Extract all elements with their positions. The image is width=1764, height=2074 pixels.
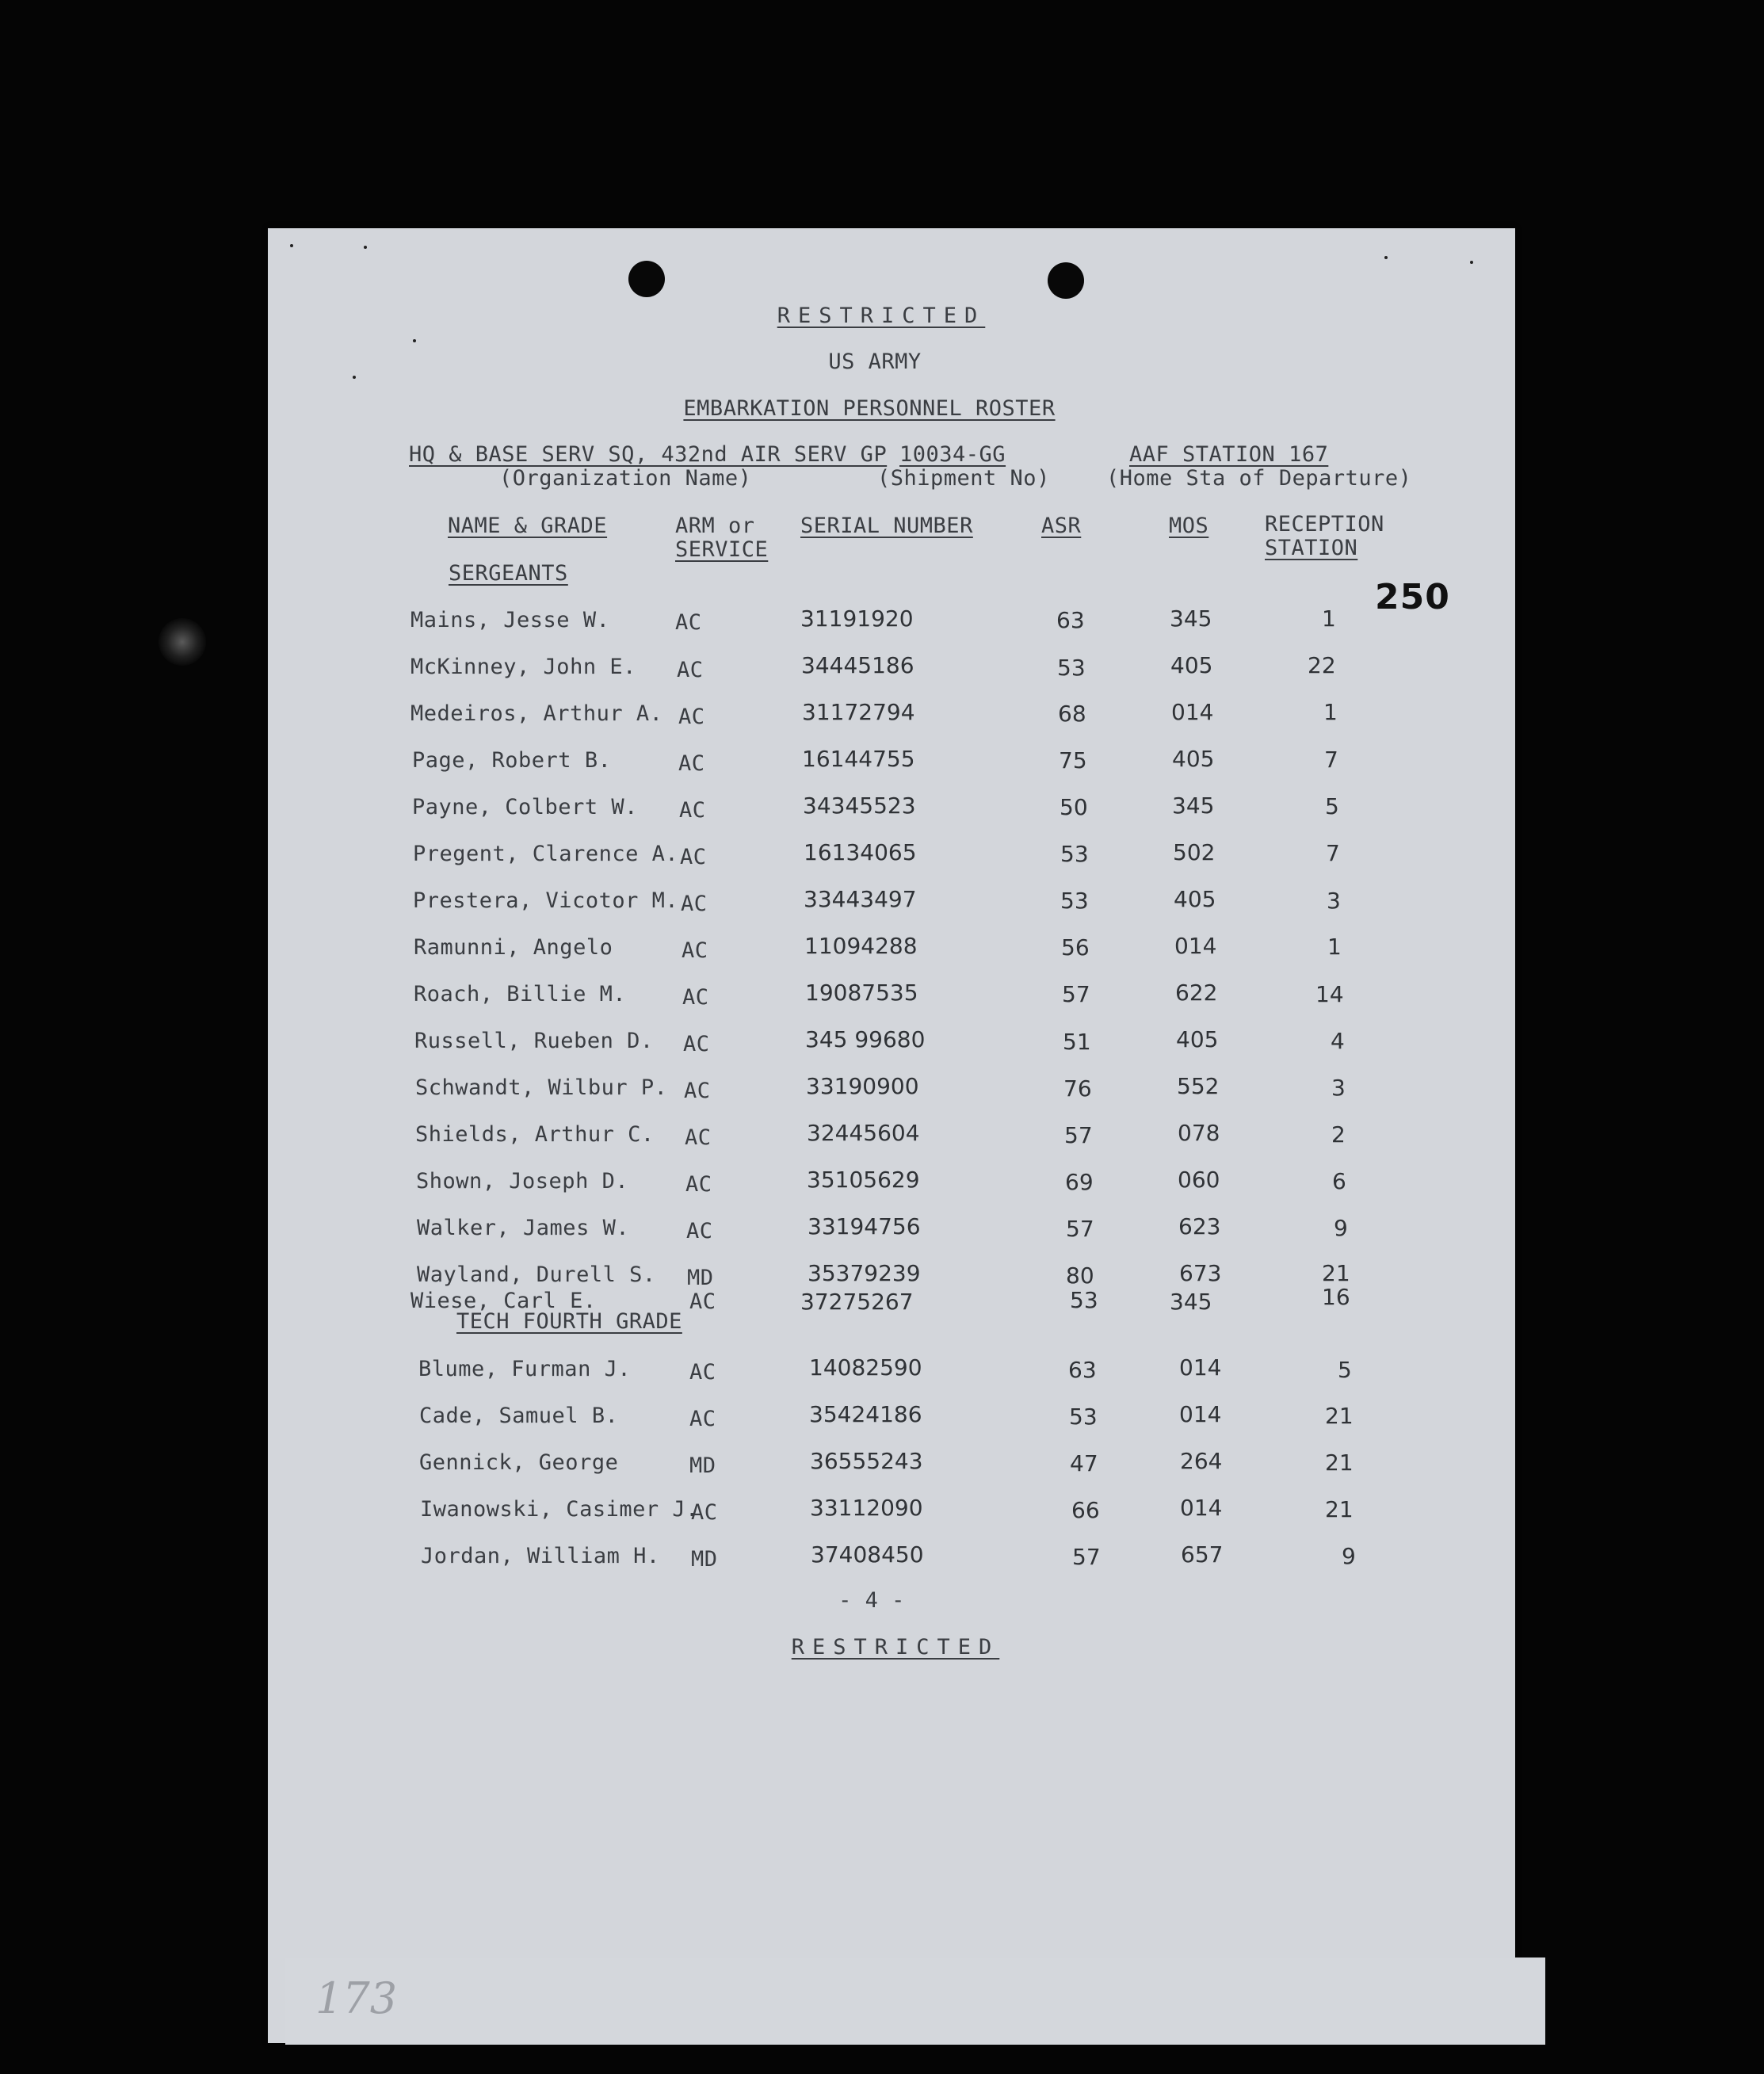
cell-asr: 53: [1060, 841, 1089, 867]
cell-serial: 11094288: [804, 933, 918, 959]
page-number: - 4 -: [838, 1588, 905, 1613]
cell-mos: 405: [1170, 652, 1213, 678]
cell-arm: AC: [682, 938, 708, 963]
speck: [364, 246, 367, 249]
organization-name: HQ & BASE SERV SQ, 432nd AIR SERV GP: [409, 442, 888, 467]
cell-reception-station: 2: [1331, 1121, 1346, 1148]
cell-arm: AC: [682, 985, 709, 1010]
cell-name: Wiese, Carl E.: [410, 1289, 597, 1313]
cell-asr: 57: [1064, 1122, 1093, 1148]
cell-mos: 264: [1180, 1448, 1223, 1474]
cell-asr: 53: [1069, 1404, 1098, 1430]
cell-name: Prestera, Vicotor M.: [413, 888, 679, 913]
cell-reception-station: 3: [1331, 1075, 1346, 1101]
speck: [290, 244, 293, 247]
cell-mos: 014: [1171, 699, 1214, 725]
cell-reception-station: 9: [1334, 1215, 1348, 1241]
speck: [1470, 261, 1473, 264]
cell-asr: 75: [1059, 747, 1087, 773]
cell-arm: AC: [691, 1500, 718, 1525]
cell-asr: 53: [1070, 1287, 1098, 1313]
speck: [353, 376, 356, 379]
cell-name: Jordan, William H.: [421, 1544, 660, 1568]
cell-mos: 014: [1180, 1495, 1223, 1521]
cell-asr: 57: [1062, 981, 1090, 1007]
cell-serial: 33112090: [810, 1495, 923, 1521]
cell-reception-station: 5: [1338, 1357, 1352, 1383]
cell-name: Walker, James W.: [417, 1216, 630, 1240]
cell-mos: 673: [1179, 1260, 1222, 1286]
film-artifact: [158, 618, 206, 666]
cell-reception-station: 21: [1322, 1260, 1350, 1286]
home-station-caption: (Home Sta of Departure): [1106, 466, 1412, 491]
cell-serial: 35379239: [808, 1260, 921, 1286]
cell-serial: 33190900: [806, 1073, 919, 1099]
cell-asr: 47: [1070, 1450, 1098, 1476]
cell-asr: 50: [1060, 794, 1088, 820]
cell-asr: 63: [1056, 607, 1085, 633]
cell-arm: MD: [687, 1266, 714, 1290]
shipment-caption: (Shipment No): [877, 466, 1050, 491]
cell-name: Schwandt, Wilbur P.: [415, 1075, 668, 1100]
col-name-grade: NAME & GRADE: [448, 514, 608, 538]
cell-arm: AC: [683, 1032, 710, 1056]
cell-serial: 32445604: [807, 1120, 920, 1146]
document-page-edge: [285, 1958, 1545, 2045]
cell-serial: 33194756: [808, 1213, 921, 1239]
cell-mos: 657: [1181, 1541, 1224, 1568]
cell-serial: 37408450: [811, 1541, 924, 1568]
cell-serial: 35424186: [809, 1401, 922, 1427]
classification-header: RESTRICTED: [777, 304, 986, 328]
cell-name: Cade, Samuel B.: [419, 1404, 619, 1428]
cell-mos: 060: [1178, 1167, 1220, 1193]
cell-mos: 345: [1172, 793, 1215, 819]
cell-reception-station: 22: [1308, 652, 1336, 678]
cell-reception-station: 5: [1325, 793, 1339, 819]
cell-name: Gennick, George: [419, 1450, 619, 1475]
cell-serial: 19087535: [805, 980, 918, 1006]
col-arm-line2: SERVICE: [675, 537, 769, 562]
cell-mos: 622: [1175, 980, 1218, 1006]
speck: [1384, 256, 1388, 259]
cell-arm: AC: [684, 1079, 711, 1103]
pencil-page-note: 173: [315, 1973, 398, 2023]
cell-name: Pregent, Clarence A.: [413, 842, 679, 866]
cell-serial: 31191920: [800, 605, 914, 632]
cell-asr: 80: [1066, 1262, 1094, 1289]
cell-arm: AC: [689, 1407, 716, 1431]
cell-asr: 53: [1057, 655, 1086, 681]
shipment-number: 10034-GG: [899, 442, 1006, 467]
cell-reception-station: 9: [1342, 1543, 1356, 1569]
cell-name: McKinney, John E.: [410, 655, 636, 679]
cell-reception-station: 7: [1326, 840, 1340, 866]
cell-name: Shown, Joseph D.: [416, 1169, 629, 1194]
cell-asr: 53: [1060, 888, 1089, 914]
cell-reception-station: 1: [1322, 605, 1336, 632]
cell-asr: 76: [1063, 1075, 1092, 1102]
cell-arm: AC: [678, 751, 705, 776]
cell-asr: 69: [1065, 1169, 1094, 1195]
cell-name: Wayland, Durell S.: [417, 1262, 656, 1287]
cell-arm: MD: [689, 1453, 716, 1478]
cell-arm: AC: [678, 705, 705, 729]
cell-serial: 31172794: [802, 699, 915, 725]
cell-name: Shields, Arthur C.: [415, 1122, 655, 1147]
cell-mos: 405: [1174, 886, 1216, 912]
classification-footer: RESTRICTED: [791, 1635, 1000, 1660]
cell-asr: 63: [1068, 1357, 1097, 1383]
cell-mos: 345: [1170, 1289, 1212, 1315]
section-heading-sergeants: SERGEANTS: [449, 561, 568, 586]
cell-serial: 33443497: [804, 886, 917, 912]
cell-asr: 51: [1063, 1029, 1091, 1055]
cell-mos: 014: [1174, 933, 1217, 959]
cell-serial: 34345523: [803, 793, 916, 819]
cell-name: Payne, Colbert W.: [412, 795, 638, 819]
cell-name: Mains, Jesse W.: [410, 608, 610, 632]
cell-mos: 405: [1176, 1026, 1219, 1052]
cell-reception-station: 1: [1323, 699, 1338, 725]
cell-serial: 35105629: [807, 1167, 920, 1193]
cell-asr: 68: [1058, 701, 1086, 727]
cell-mos: 502: [1173, 839, 1216, 865]
speck: [413, 339, 416, 342]
cell-reception-station: 21: [1325, 1496, 1354, 1522]
cell-reception-station: 16: [1322, 1284, 1350, 1310]
punch-hole-left: [628, 261, 665, 297]
cell-asr: 66: [1071, 1497, 1100, 1523]
cell-mos: 345: [1170, 605, 1212, 632]
col-asr: ASR: [1041, 514, 1082, 538]
cell-reception-station: 6: [1332, 1168, 1346, 1194]
cell-reception-station: 3: [1327, 888, 1341, 914]
punch-hole-right: [1048, 262, 1084, 299]
col-mos: MOS: [1169, 514, 1209, 538]
col-reception-line1: RECEPTION: [1265, 512, 1384, 537]
organization-caption: (Organization Name): [499, 466, 752, 491]
cell-arm: AC: [689, 1360, 716, 1385]
cell-serial: 345 99680: [805, 1026, 926, 1052]
cell-name: Medeiros, Arthur A.: [410, 701, 663, 726]
cell-reception-station: 7: [1324, 747, 1338, 773]
cell-mos: 405: [1172, 746, 1215, 772]
cell-serial: 14082590: [809, 1354, 922, 1381]
stamp-number: 250: [1375, 577, 1450, 617]
cell-reception-station: 4: [1331, 1028, 1345, 1054]
cell-arm: AC: [681, 892, 708, 916]
cell-mos: 552: [1177, 1073, 1220, 1099]
cell-reception-station: 14: [1315, 981, 1344, 1007]
cell-arm: AC: [679, 798, 706, 823]
cell-name: Blume, Furman J.: [418, 1357, 632, 1381]
cell-reception-station: 21: [1325, 1450, 1354, 1476]
col-reception-line2: STATION: [1265, 536, 1358, 560]
cell-name: Roach, Billie M.: [414, 982, 627, 1006]
cell-arm: AC: [686, 1219, 713, 1243]
document-title: EMBARKATION PERSONNEL ROSTER: [683, 396, 1056, 421]
cell-asr: 57: [1066, 1216, 1094, 1242]
cell-asr: 56: [1061, 934, 1090, 961]
cell-mos: 623: [1178, 1213, 1221, 1239]
home-station: AAF STATION 167: [1129, 442, 1329, 467]
cell-mos: 078: [1178, 1120, 1220, 1146]
cell-reception-station: 21: [1325, 1403, 1354, 1429]
cell-serial: 16144755: [802, 746, 915, 772]
cell-serial: 34445186: [801, 652, 914, 678]
cell-arm: AC: [680, 845, 707, 869]
cell-arm: AC: [677, 658, 704, 682]
section-heading-tech-fourth-grade: TECH FOURTH GRADE: [456, 1309, 682, 1334]
cell-serial: 36555243: [810, 1448, 923, 1474]
cell-serial: 37275267: [800, 1289, 914, 1315]
cell-name: Iwanowski, Casimer J.: [420, 1497, 699, 1522]
agency: US ARMY: [828, 349, 922, 374]
cell-name: Ramunni, Angelo: [414, 935, 613, 960]
cell-arm: MD: [691, 1547, 718, 1572]
cell-arm: AC: [689, 1289, 716, 1314]
cell-arm: AC: [675, 610, 702, 635]
cell-name: Russell, Rueben D.: [414, 1029, 654, 1053]
cell-serial: 16134065: [804, 839, 917, 865]
cell-asr: 57: [1072, 1544, 1101, 1570]
cell-arm: AC: [685, 1172, 712, 1197]
cell-name: Page, Robert B.: [412, 748, 612, 773]
cell-reception-station: 1: [1327, 934, 1342, 960]
cell-arm: AC: [685, 1125, 712, 1150]
cell-mos: 014: [1179, 1354, 1222, 1381]
col-arm-line1: ARM or: [675, 514, 755, 538]
col-serial-number: SERIAL NUMBER: [800, 514, 973, 538]
cell-mos: 014: [1179, 1401, 1222, 1427]
